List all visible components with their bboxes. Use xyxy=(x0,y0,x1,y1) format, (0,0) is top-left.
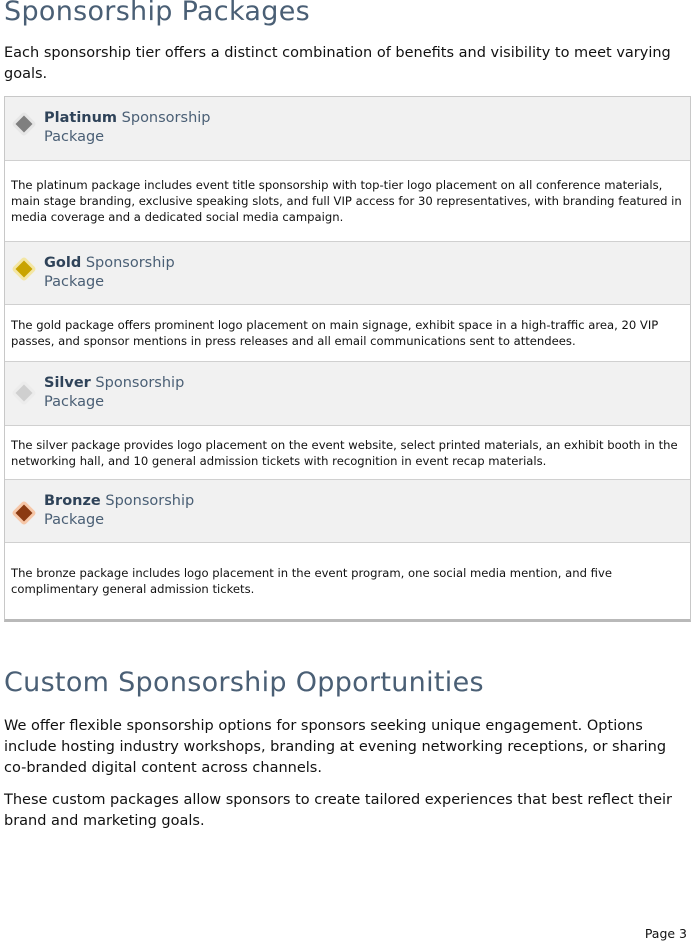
page-number: Page 3 xyxy=(644,926,687,941)
tier-title-platinum xyxy=(44,109,211,147)
page-title: Sponsorship Packages xyxy=(4,0,310,27)
tier-description-text-gold: The gold package offers prominent logo placement on main signage, exhibit space in a high-traffic area, 20 VIP passes, and sponsor mentions in press releases and all email communications sent to attendees. xyxy=(11,318,659,348)
tier-description-bronze xyxy=(5,543,690,619)
tier-title-line2-silver: Package xyxy=(44,394,105,410)
custom-section-heading: Custom Sponsorship Opportunities xyxy=(4,667,484,698)
tier-description-platinum xyxy=(5,161,690,242)
tier-description-text-bronze: The bronze package includes logo placement in the event program, one social media mention, and five complimentary general admission tickets. xyxy=(11,566,612,596)
gold-diamond-icon xyxy=(11,256,37,282)
sponsorship-tiers-table xyxy=(4,96,691,622)
tier-header-silver xyxy=(5,362,690,426)
tier-name-platinum: Platinum xyxy=(44,110,118,126)
tier-name-gold: Gold xyxy=(44,255,82,271)
tier-title-bronze xyxy=(44,492,194,530)
tier-header-gold xyxy=(5,242,690,305)
platinum-diamond-icon xyxy=(11,111,37,137)
tier-name-silver: Silver xyxy=(44,375,91,391)
tier-title-line2-platinum: Package xyxy=(44,129,105,145)
tier-description-text-platinum: The platinum package includes event title sponsorship with top-tier logo placement on all conference materials, main stage branding, exclusive speaking slots, and full VIP access for 30 representatives, with branding featured in media coverage and a dedicated social media campaign. xyxy=(11,178,682,224)
tier-name-bronze: Bronze xyxy=(44,493,101,509)
tier-title-silver xyxy=(44,374,184,412)
tier-header-bronze xyxy=(5,480,690,543)
tier-header-platinum xyxy=(5,97,690,161)
tier-title-gold xyxy=(44,254,175,292)
tier-title-line2-bronze: Package xyxy=(44,512,105,528)
tier-title-rest-silver: Sponsorship xyxy=(90,375,185,391)
silver-diamond-icon xyxy=(11,380,37,406)
tier-description-text-silver: The silver package provides logo placement on the event website, select printed materials, an exhibit booth in the networking hall, and 10 general admission tickets with recognition in event recap materials. xyxy=(11,437,678,468)
bronze-diamond-icon xyxy=(11,500,37,526)
custom-paragraph-2: These custom packages allow sponsors to create tailored experiences that best reflect their brand and marketing goals. xyxy=(4,792,672,829)
tier-title-rest-platinum: Sponsorship xyxy=(117,110,211,126)
tier-description-gold xyxy=(5,305,690,362)
tier-title-rest-gold: Sponsorship xyxy=(81,255,175,271)
tier-description-silver xyxy=(5,426,690,480)
custom-paragraph-1: We offer flexible sponsorship options for sponsors seeking unique engagement. Options include hosting industry workshops, branding at evening networking receptions, or sharing co-branded digital content across channels. xyxy=(4,718,667,776)
tier-title-rest-bronze: Sponsorship xyxy=(100,493,195,509)
tier-title-line2-gold: Package xyxy=(44,274,105,290)
packages-intro: Each sponsorship tier offers a distinct combination of benefits and visibility to meet varying goals. xyxy=(4,45,671,82)
